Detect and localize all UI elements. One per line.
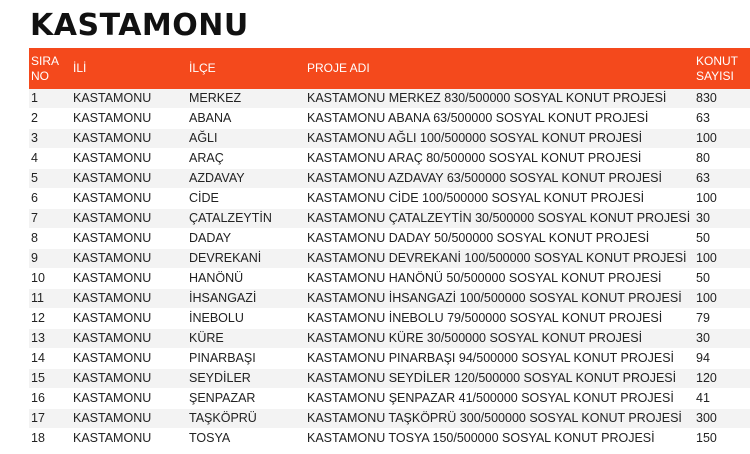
table-row [29,189,750,209]
il-cell: KASTAMONU [71,249,187,269]
table-row [29,369,750,389]
proje-adi-cell: KASTAMONU ŞENPAZAR 41/500000 SOSYAL KONUT PROJESİ [305,389,694,409]
table-row [29,329,750,349]
proje-adi-cell: KASTAMONU TAŞKÖPRÜ 300/500000 SOSYAL KONUT PROJESİ [305,409,694,429]
il-cell: KASTAMONU [71,209,187,229]
ilce-cell: İHSANGAZİ [187,289,305,309]
ilce-cell: AĞLI [187,129,305,149]
housing-projects-table [29,48,750,449]
ilce-cell: HANÖNÜ [187,269,305,289]
table-row [29,309,750,329]
sira-no-cell: 18 [29,429,71,449]
sira-no-cell: 9 [29,249,71,269]
proje-adi-cell: KASTAMONU KÜRE 30/500000 SOSYAL KONUT PROJESİ [305,329,694,349]
sira-no-cell: 10 [29,269,71,289]
sira-no-cell: 15 [29,369,71,389]
ilce-cell: TOSYA [187,429,305,449]
sira-no-cell: 13 [29,329,71,349]
konut-sayisi-cell: 79 [694,309,750,329]
il-cell: KASTAMONU [71,169,187,189]
table-row [29,249,750,269]
header-sira-no: SIRA NO [31,53,59,83]
konut-sayisi-cell: 100 [694,249,750,269]
header-proje-adi: PROJE ADI [307,61,370,75]
table-row [29,409,750,429]
il-cell: KASTAMONU [71,89,187,109]
proje-adi-cell: KASTAMONU PINARBAŞI 94/500000 SOSYAL KONUT PROJESİ [305,349,694,369]
konut-sayisi-cell: 120 [694,369,750,389]
proje-adi-cell: KASTAMONU SEYDİLER 120/500000 SOSYAL KONUT PROJESİ [305,369,694,389]
table-row [29,229,750,249]
proje-adi-cell: KASTAMONU MERKEZ 830/500000 SOSYAL KONUT PROJESİ [305,89,694,109]
table-row [29,129,750,149]
konut-sayisi-cell: 830 [694,89,750,109]
il-cell: KASTAMONU [71,289,187,309]
sira-no-cell: 1 [29,89,71,109]
ilce-cell: DADAY [187,229,305,249]
ilce-cell: TAŞKÖPRÜ [187,409,305,429]
table-row [29,429,750,449]
proje-adi-cell: KASTAMONU AĞLI 100/500000 SOSYAL KONUT PROJESİ [305,129,694,149]
table-row [29,89,750,109]
konut-sayisi-cell: 63 [694,109,750,129]
konut-sayisi-cell: 94 [694,349,750,369]
il-cell: KASTAMONU [71,129,187,149]
ilce-cell: İNEBOLU [187,309,305,329]
ilce-cell: ŞENPAZAR [187,389,305,409]
sira-no-cell: 11 [29,289,71,309]
table-row [29,389,750,409]
sira-no-cell: 5 [29,169,71,189]
sira-no-cell: 6 [29,189,71,209]
konut-sayisi-cell: 80 [694,149,750,169]
proje-adi-cell: KASTAMONU İNEBOLU 79/500000 SOSYAL KONUT PROJESİ [305,309,694,329]
ilce-cell: ABANA [187,109,305,129]
il-cell: KASTAMONU [71,149,187,169]
proje-adi-cell: KASTAMONU AZDAVAY 63/500000 SOSYAL KONUT PROJESİ [305,169,694,189]
ilce-cell: SEYDİLER [187,369,305,389]
table-row [29,169,750,189]
proje-adi-cell: KASTAMONU CİDE 100/500000 SOSYAL KONUT PROJESİ [305,189,694,209]
sira-no-cell: 7 [29,209,71,229]
ilce-cell: MERKEZ [187,89,305,109]
header-ilce: İLÇE [189,61,216,75]
sira-no-cell: 14 [29,349,71,369]
page-title: KASTAMONU [30,8,249,43]
il-cell: KASTAMONU [71,389,187,409]
header-il: İLİ [73,61,87,75]
konut-sayisi-cell: 150 [694,429,750,449]
proje-adi-cell: KASTAMONU HANÖNÜ 50/500000 SOSYAL KONUT PROJESİ [305,269,694,289]
header-konut-sayisi: KONUT SAYISI [696,53,738,83]
proje-adi-cell: KASTAMONU ÇATALZEYTİN 30/500000 SOSYAL KONUT PROJESİ [305,209,694,229]
table-row [29,349,750,369]
konut-sayisi-cell: 50 [694,229,750,249]
sira-no-cell: 8 [29,229,71,249]
il-cell: KASTAMONU [71,229,187,249]
proje-adi-cell: KASTAMONU TOSYA 150/500000 SOSYAL KONUT PROJESİ [305,429,694,449]
il-cell: KASTAMONU [71,369,187,389]
table-row [29,269,750,289]
proje-adi-cell: KASTAMONU ABANA 63/500000 SOSYAL KONUT PROJESİ [305,109,694,129]
table-body [29,89,750,449]
konut-sayisi-cell: 100 [694,129,750,149]
il-cell: KASTAMONU [71,309,187,329]
proje-adi-cell: KASTAMONU ARAÇ 80/500000 SOSYAL KONUT PROJESİ [305,149,694,169]
sira-no-cell: 12 [29,309,71,329]
konut-sayisi-cell: 100 [694,289,750,309]
ilce-cell: CİDE [187,189,305,209]
il-cell: KASTAMONU [71,109,187,129]
konut-sayisi-cell: 30 [694,209,750,229]
konut-sayisi-cell: 100 [694,189,750,209]
sira-no-cell: 4 [29,149,71,169]
konut-sayisi-cell: 30 [694,329,750,349]
table-row [29,109,750,129]
konut-sayisi-cell: 50 [694,269,750,289]
konut-sayisi-cell: 41 [694,389,750,409]
ilce-cell: PINARBAŞI [187,349,305,369]
table-row [29,209,750,229]
ilce-cell: KÜRE [187,329,305,349]
sira-no-cell: 17 [29,409,71,429]
ilce-cell: AZDAVAY [187,169,305,189]
il-cell: KASTAMONU [71,189,187,209]
sira-no-cell: 2 [29,109,71,129]
sira-no-cell: 3 [29,129,71,149]
il-cell: KASTAMONU [71,329,187,349]
il-cell: KASTAMONU [71,409,187,429]
proje-adi-cell: KASTAMONU DEVREKANİ 100/500000 SOSYAL KONUT PROJESİ [305,249,694,269]
ilce-cell: ARAÇ [187,149,305,169]
il-cell: KASTAMONU [71,349,187,369]
proje-adi-cell: KASTAMONU İHSANGAZİ 100/500000 SOSYAL KONUT PROJESİ [305,289,694,309]
sira-no-cell: 16 [29,389,71,409]
table-header [29,48,750,89]
proje-adi-cell: KASTAMONU DADAY 50/500000 SOSYAL KONUT PROJESİ [305,229,694,249]
header-row [29,48,750,89]
il-cell: KASTAMONU [71,269,187,289]
table-row [29,149,750,169]
konut-sayisi-cell: 63 [694,169,750,189]
table-row [29,289,750,309]
ilce-cell: DEVREKANİ [187,249,305,269]
il-cell: KASTAMONU [71,429,187,449]
konut-sayisi-cell: 300 [694,409,750,429]
ilce-cell: ÇATALZEYTİN [187,209,305,229]
